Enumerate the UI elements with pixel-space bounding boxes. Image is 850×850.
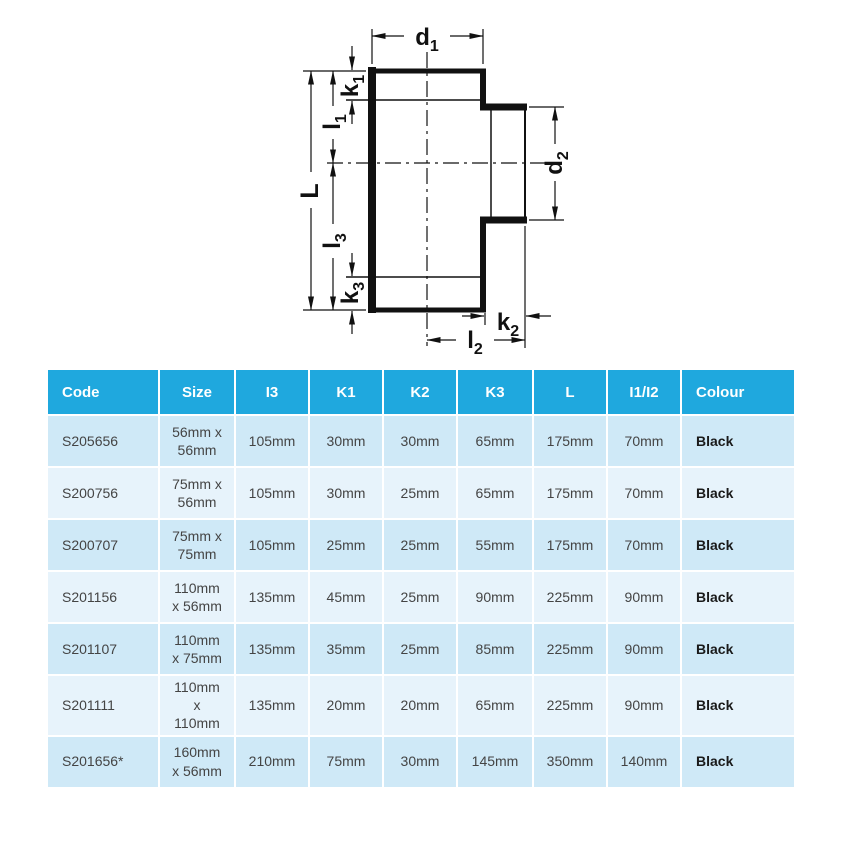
cell-l: 225mm bbox=[534, 624, 606, 674]
cell-k3: 55mm bbox=[458, 520, 532, 570]
cell-i3: 105mm bbox=[236, 468, 308, 518]
cell-size: 56mm x 56mm bbox=[160, 416, 234, 466]
cell-i3: 105mm bbox=[236, 520, 308, 570]
dim-L bbox=[296, 71, 324, 310]
label-base: l bbox=[467, 327, 474, 354]
cell-i3: 135mm bbox=[236, 676, 308, 735]
dim-k2 bbox=[462, 309, 551, 340]
dim-label-d2 bbox=[541, 151, 572, 175]
cell-i3: 135mm bbox=[236, 624, 308, 674]
dim-d2 bbox=[541, 107, 572, 220]
cell-k1: 30mm bbox=[310, 416, 382, 466]
cell-i3: 210mm bbox=[236, 737, 308, 787]
dim-k3 bbox=[337, 253, 368, 334]
cell-k2: 30mm bbox=[384, 737, 456, 787]
dim-label-k3 bbox=[337, 282, 368, 304]
col-header-i1i2: I1/I2 bbox=[608, 370, 680, 414]
technical-drawing-svg bbox=[0, 0, 850, 362]
cell-size: 110mm x 110mm bbox=[160, 676, 234, 735]
cell-k1: 25mm bbox=[310, 520, 382, 570]
dim-k1 bbox=[337, 46, 368, 124]
cell-code: S200707 bbox=[48, 520, 158, 570]
cell-k2: 20mm bbox=[384, 676, 456, 735]
cell-size: 75mm x 75mm bbox=[160, 520, 234, 570]
table-row bbox=[48, 572, 794, 622]
cell-l: 175mm bbox=[534, 468, 606, 518]
table-row bbox=[48, 468, 794, 518]
cell-i1i2: 140mm bbox=[608, 737, 680, 787]
cell-k1: 30mm bbox=[310, 468, 382, 518]
cell-colour: Black bbox=[682, 624, 794, 674]
cell-colour: Black bbox=[682, 572, 794, 622]
label-base: L bbox=[296, 183, 324, 199]
cell-i1i2: 90mm bbox=[608, 572, 680, 622]
cell-l: 225mm bbox=[534, 572, 606, 622]
cell-colour: Black bbox=[682, 676, 794, 735]
cell-l: 225mm bbox=[534, 676, 606, 735]
cell-k2: 30mm bbox=[384, 416, 456, 466]
table-row bbox=[48, 737, 794, 787]
label-sub: 1 bbox=[333, 114, 350, 124]
cell-i1i2: 70mm bbox=[608, 468, 680, 518]
cell-k3: 65mm bbox=[458, 676, 532, 735]
label-base: d bbox=[541, 160, 568, 175]
col-header-k2: K2 bbox=[384, 370, 456, 414]
cell-k1: 35mm bbox=[310, 624, 382, 674]
label-base: k bbox=[496, 309, 511, 336]
cell-k3: 65mm bbox=[458, 416, 532, 466]
label-sub: 3 bbox=[333, 233, 350, 243]
label-sub: 1 bbox=[351, 74, 368, 84]
label-base: d bbox=[415, 24, 430, 51]
cell-i1i2: 90mm bbox=[608, 676, 680, 735]
cell-size: 110mm x 75mm bbox=[160, 624, 234, 674]
cell-size: 110mm x 56mm bbox=[160, 572, 234, 622]
dim-label-L bbox=[296, 183, 324, 198]
label-sub: 2 bbox=[510, 323, 520, 340]
spec-table bbox=[46, 368, 796, 789]
cell-colour: Black bbox=[682, 416, 794, 466]
dim-label-l1 bbox=[319, 114, 350, 130]
cell-i1i2: 70mm bbox=[608, 520, 680, 570]
cell-l: 175mm bbox=[534, 520, 606, 570]
col-header-i3: I3 bbox=[236, 370, 308, 414]
cell-l: 350mm bbox=[534, 737, 606, 787]
cell-code: S201107 bbox=[48, 624, 158, 674]
cell-colour: Black bbox=[682, 468, 794, 518]
col-header-k3: K3 bbox=[458, 370, 532, 414]
table-row bbox=[48, 520, 794, 570]
cell-k3: 90mm bbox=[458, 572, 532, 622]
cell-k1: 75mm bbox=[310, 737, 382, 787]
label-sub: 3 bbox=[351, 281, 368, 291]
col-header-l: L bbox=[534, 370, 606, 414]
col-header-code: Code bbox=[48, 370, 158, 414]
table-row bbox=[48, 416, 794, 466]
cell-i3: 135mm bbox=[236, 572, 308, 622]
cell-l: 175mm bbox=[534, 416, 606, 466]
cell-colour: Black bbox=[682, 520, 794, 570]
cell-i3: 105mm bbox=[236, 416, 308, 466]
table-row bbox=[48, 676, 794, 735]
cell-code: S201656* bbox=[48, 737, 158, 787]
col-header-k1: K1 bbox=[310, 370, 382, 414]
cell-size: 75mm x 56mm bbox=[160, 468, 234, 518]
col-header-colour: Colour bbox=[682, 370, 794, 414]
label-sub: 1 bbox=[429, 38, 439, 55]
cell-size: 160mm x 56mm bbox=[160, 737, 234, 787]
cell-code: S200756 bbox=[48, 468, 158, 518]
cell-k2: 25mm bbox=[384, 520, 456, 570]
label-base: k bbox=[337, 290, 364, 305]
label-base: k bbox=[337, 83, 364, 98]
cell-k3: 85mm bbox=[458, 624, 532, 674]
table-row bbox=[48, 624, 794, 674]
cell-k3: 145mm bbox=[458, 737, 532, 787]
cell-k1: 45mm bbox=[310, 572, 382, 622]
dim-label-l3 bbox=[319, 233, 350, 249]
cell-i1i2: 70mm bbox=[608, 416, 680, 466]
fitting-outline bbox=[346, 67, 527, 313]
cell-i1i2: 90mm bbox=[608, 624, 680, 674]
cell-k2: 25mm bbox=[384, 572, 456, 622]
label-sub: 2 bbox=[473, 341, 483, 358]
dim-label-k2 bbox=[497, 309, 519, 340]
col-header-size: Size bbox=[160, 370, 234, 414]
label-base: l bbox=[319, 123, 346, 130]
cell-k2: 25mm bbox=[384, 468, 456, 518]
header-row bbox=[48, 370, 794, 414]
cell-code: S201111 bbox=[48, 676, 158, 735]
dim-label-d1 bbox=[415, 24, 439, 55]
dim-label-l2 bbox=[467, 327, 483, 358]
technical-drawing bbox=[0, 0, 850, 362]
cell-colour: Black bbox=[682, 737, 794, 787]
dim-label-k1 bbox=[337, 75, 368, 97]
cell-code: S201156 bbox=[48, 572, 158, 622]
label-sub: 2 bbox=[555, 151, 572, 161]
cell-k2: 25mm bbox=[384, 624, 456, 674]
cell-k1: 20mm bbox=[310, 676, 382, 735]
label-base: l bbox=[319, 242, 346, 249]
cell-k3: 65mm bbox=[458, 468, 532, 518]
cell-code: S205656 bbox=[48, 416, 158, 466]
dim-d1 bbox=[372, 24, 483, 55]
